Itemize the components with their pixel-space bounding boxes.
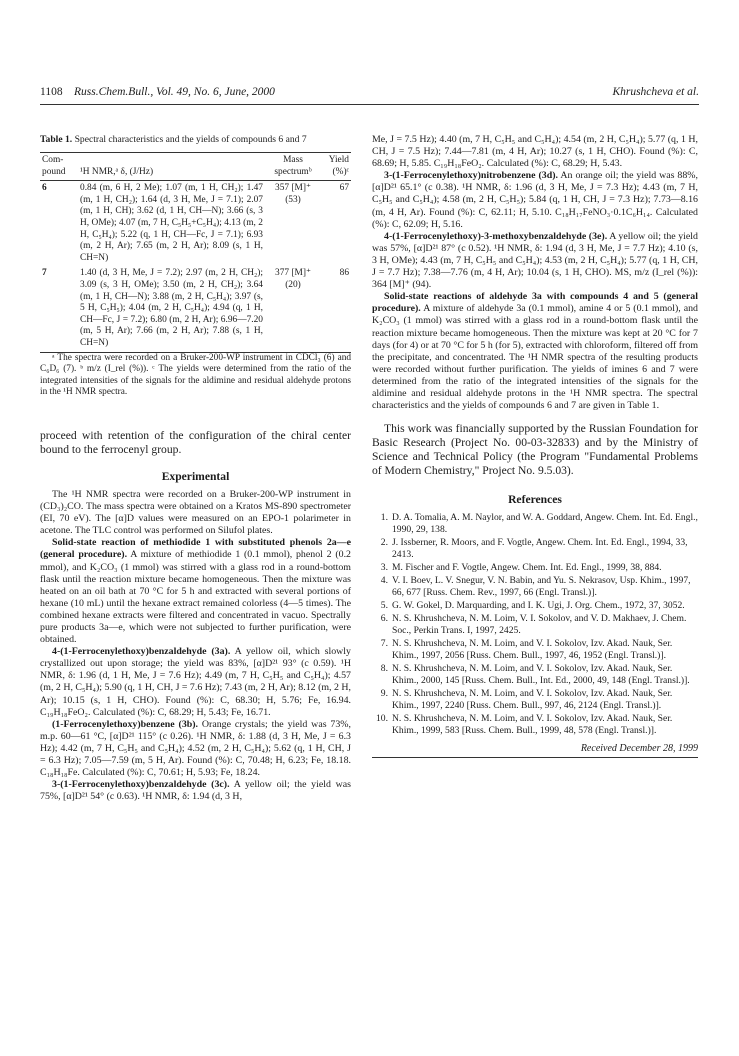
page-number: 1108 [40, 86, 63, 98]
reference-text: V. I. Boev, L. V. Snegur, V. N. Babin, and Yu. S. Nekrasov, Usp. Khim., 1997, 66, 677 [Russ. Chem. Rev., 1997, 66 (Engl. Transl.)]. [392, 575, 691, 599]
col-header-nmr: ¹H NMR,ᵃ δ, (J/Hz) [80, 166, 154, 177]
references-heading: References [508, 493, 562, 507]
cell-yield: 86 [339, 268, 349, 279]
header-rule [40, 104, 699, 105]
cell-mass: 377 [M]⁺ (20) [275, 268, 311, 290]
reference-item: 4. V. I. Boev, L. V. Snegur, V. N. Babin, and Yu. S. Nekrasov, Usp. Khim., 1997, 66, 677 [Russ. Chem. Rev., 1997, 66 (Engl. Transl.)]. [380, 575, 691, 599]
compound-3c-title: 3-(1-Ferrocenylethoxy)benzaldehyde (3c). [52, 779, 230, 791]
reference-item: 10. N. S. Khrushcheva, N. M. Loim, and V. I. Sokolov, Izv. Akad. Nauk, Ser. Khim., 1999, 583 [Russ. Chem. Bull., 1999, 48, 578 (Engl. Transl.)]. [376, 713, 673, 737]
compound-3d-text: An orange oil; the yield was 88%, [α]D²¹ 65.1° (c 0.38). ¹H NMR, δ: 1.96 (d, 3 H, Me, J = 7.3 Hz); 4.43 (m, 7 H, C₅H₅ and C₅H₄); 4.58 (m, 2 H, C₅H₅); 5.84 (q, 1 H, CH, J = 7.3 Hz); 7.73—8.16 (m, 4 H, Ar). Found (%): C, 62.11; H, 5.10. C₁₈H₁₇FeNO₃·0.1C₆H₁₄. Calculated (%): C, 62.09; H, 5.16. [372, 170, 698, 230]
reference-item: 6. N. S. Khrushcheva, N. M. Loim, V. I. Sokolov, and V. D. Makhaev, J. Chem. Soc., Perkin Trans. I, 1997, 2425. [380, 613, 687, 637]
compound-3e-paragraph [372, 231, 698, 291]
table-row [40, 181, 351, 267]
procedure-1-text: A mixture of methiodide 1 (0.1 mmol), phenol 2 (0.2 mmol), and K₂CO₃ (1 mmol) was stirred with a glass rod in a round-bottom flask until the reaction mixture became homogeneous. Then the mixture was heated on an oil bath at 70 °C for 5 h and extracted with several portions of hexane (10 mL) until the hexane extract remained colorless (4—5 times). The combined hexane extracts were filtered and concentrated in vacuo. Spectrally pure products 3a—e, which were not subjected to further purification, were obtained. [40, 549, 351, 646]
compound-3a-paragraph [40, 646, 351, 719]
procedure-2-title: Solid-state reactions of aldehyde 3a with compounds 4 and 5 (general procedure). [372, 291, 698, 315]
compound-3b-paragraph [40, 719, 351, 779]
reference-text: M. Fischer and F. Vogtle, Angew. Chem. Int. Ed. Engl., 1999, 38, 884. [392, 562, 662, 574]
procedure-2-text: A mixture of aldehyde 3a (0.1 mmol), amine 4 or 5 (0.1 mmol), and K₂CO₃ (1 mmol) was stirred with a glass rod in a round-bottom flask until the reaction mixture became homogeneous. Then the mixture was kept at 20 °C for 7 days (for 4) or at 70 °C for 5 h (for 5), extracted with chloroform, filtered off from the precipitate, and concentrated. The ¹H NMR spectra of the resulting products were recorded without further purification. The yields of imines 6 and 7 were determined from the ratio of the integrated intensities of the signals for the aldimine and residual aldehyde protons in the ¹H NMR spectra. The spectral characteristics and the yields of compounds 6 and 7 are given in Table 1. [372, 303, 698, 412]
col-header-yield: Yield (%)ᶜ [328, 155, 349, 177]
compound-3d-paragraph [372, 170, 698, 230]
table-label: Table 1. [40, 134, 73, 145]
procedure-1-paragraph [40, 537, 351, 646]
table-row [40, 266, 351, 352]
journal-citation: Russ.Chem.Bull., Vol. 49, No. 6, June, 2000 [74, 86, 275, 98]
procedure-2-paragraph [372, 291, 698, 412]
compound-3e-text: A yellow oil; the yield was 57%, [α]D²¹ 87° (c 0.52). ¹H NMR, δ: 1.94 (d, 3 H, Me, J = 7.7 Hz); 4.10 (s, 3 H, OMe); 4.43 (m, 7 H, C₅H₅ and C₅H₄); 4.53 (m, 2 H, C₅H₄); 5.77 (q, 1 H, CH, J = 7.7 Hz); 7.38—7.76 (m, 4 H, Ar); 10.04 (s, 1 H, CHO). MS, m/z (I_rel (%)): 364 [M]⁺ (94). [372, 230, 698, 291]
reference-item: 1. D. A. Tomalia, A. M. Naylor, and W. A. Goddard, Angew. Chem. Int. Ed. Engl., 1990, 29, 138. [380, 512, 698, 536]
cell-compound: 7 [42, 268, 47, 279]
reference-text: D. A. Tomalia, A. M. Naylor, and W. A. Goddard, Angew. Chem. Int. Ed. Engl., 1990, 29, 138. [392, 512, 698, 536]
intro-tail-paragraph: proceed with retention of the configuration of the chiral center bound to the ferrocenyl group. [40, 428, 351, 456]
compound-3b-title: (1-Ferrocenylethoxy)benzene (3b). [52, 718, 199, 730]
reference-item: 7. N. S. Khrushcheva, N. M. Loim, and V. I. Sokolov, Izv. Akad. Nauk, Ser. Khim., 1997, 2056 [Russ. Chem. Bull., 1997, 46, 1952 (Engl. Transl.)]. [380, 638, 673, 662]
reference-text: N. S. Khrushcheva, N. M. Loim, and V. I. Sokolov, Izv. Akad. Nauk, Ser. Khim., 1997, 2240 [Russ. Chem. Bull., 997, 46, 2124 (Engl. Transl.)]. [392, 688, 673, 712]
col-header-compound: Com- pound [42, 155, 66, 177]
compound-3a-title: 4-(1-Ferrocenylethoxy)benzaldehyde (3a). [52, 646, 231, 658]
compound-3c-continuation: Me, J = 7.5 Hz); 4.40 (m, 7 H, C₅H₅ and C₅H₄); 4.54 (m, 2 H, C₅H₄); 5.77 (q, 1 H, CH, J = 7.5 Hz); 7.44—7.81 (m, 4 H, Ar); 10.27 (s, 1 H, CHO). Found (%): C, 68.69; H, 5.85. C₁₉H₁₈FeO₂. Calculated (%): C, 68.29; H, 5.43. [372, 134, 698, 170]
experimental-heading: Experimental [161, 469, 230, 483]
end-rule [372, 757, 698, 758]
compound-3c-paragraph [40, 779, 351, 803]
reference-item: 8. N. S. Khrushcheva, N. M. Loim, and V. I. Sokolov, Izv. Akad. Nauk, Ser. Khim., 2000, 145 [Russ. Chem. Bull., Int. Ed., 2000, 49, 148 (Engl. Transl.)]. [380, 663, 690, 687]
table-footnotes: ᵃ The spectra were recorded on a Bruker-200-WP instrument in CDCl₃ (6) and C₆D₆ (7). ᵇ m/z (I_rel (%)). ᶜ The yields were determined from the ratio of the integrated intensities of the signals for the aldimine and residual aldehyde protons in the ¹H NMR spectra. [40, 352, 351, 398]
spectral-table [40, 152, 351, 353]
left-column [40, 134, 351, 803]
cell-yield: 67 [339, 183, 349, 194]
col-header-mass: Mass spectrumᵇ [274, 155, 312, 177]
table-header-row [40, 153, 351, 181]
cell-nmr: 1.40 (d, 3 H, Me, J = 7.2); 2.97 (m, 2 H, CH₂); 3.09 (s, 3 H, OMe); 3.50 (m, 2 H, CH₂); 3.64 (m, 1 H, CH—N); 3.88 (m, 2 H, C₅H₄); 3.97 (s, 5 H, C₅H₅); 4.04 (m, 2 H, C₅H₄); 4.94 (q, 1 H, CH—Fc, J = 7.2); 6.80 (m, 2 H, Ar); 6.96—7.20 (m, 5 H, Ar); 7.66 (m, 2 H, Ar); 7.88 (s, 1 H, CH=N) [80, 268, 263, 348]
cell-nmr: 0.84 (m, 6 H, 2 Me); 1.07 (m, 1 H, CH₂); 1.47 (m, 1 H, CH₂); 1.64 (d, 3 H, Me, J = 7.1); 2.07 (m, 1 H, CH); 3.62 (d, 1 H, CH—N); 3.66 (s, 3 H, OMe); 4.07 (m, 7 H, C₅H₅+C₅H₄); 4.13 (m, 2 H, C₅H₄); 5.22 (q, 1 H, CH—Fc, J = 7.1); 6.93 (m, 2 H, Ar); 7.65 (m, 2 H, Ar); 8.09 (s, 1 H, CH=N) [80, 183, 263, 263]
reference-item: 9. N. S. Khrushcheva, N. M. Loim, and V. I. Sokolov, Izv. Akad. Nauk, Ser. Khim., 1997, 2240 [Russ. Chem. Bull., 997, 46, 2124 (Engl. Transl.)]. [380, 688, 673, 712]
table-caption [40, 134, 351, 146]
right-column [372, 134, 698, 758]
reference-item: 5. G. W. Gokel, D. Marquarding, and I. K. Ugi, J. Org. Chem., 1972, 37, 3052. [380, 600, 685, 612]
received-date: Received December 28, 1999 [580, 743, 698, 755]
reference-text: J. Issberner, R. Moors, and F. Vogtle, Angew. Chem. Int. Ed. Engl., 1994, 33, 2413. [392, 537, 688, 561]
cell-compound: 6 [42, 183, 47, 194]
reference-text: N. S. Khrushcheva, N. M. Loim, and V. I. Sokolov, Izv. Akad. Nauk, Ser. Khim., 1999, 583 [Russ. Chem. Bull., 1999, 48, 578 (Engl. Transl.)]. [392, 713, 673, 737]
compound-3d-title: 3-(1-Ferrocenylethoxy)nitrobenzene (3d). [384, 170, 558, 182]
running-head [40, 86, 699, 102]
table-caption-text: Spectral characteristics and the yields of compounds 6 and 7 [74, 134, 307, 145]
reference-list [372, 512, 698, 737]
reference-item: 3. M. Fischer and F. Vogtle, Angew. Chem. Int. Ed. Engl., 1999, 38, 884. [380, 562, 662, 574]
cell-mass: 357 [M]⁺ (53) [275, 183, 311, 205]
acknowledgment-paragraph: This work was financially supported by the Russian Foundation for Basic Research (Project No. 00-03-32833) and by the Ministry of Science and Technical Policy (the Program "Fundamental Problems of Modern Chemistry," Project No. 9.5.03). [372, 422, 698, 478]
compound-3b-text: Orange crystals; the yield was 73%, m.p. 60—61 °C, [α]D²¹ 115° (c 0.26). ¹H NMR, δ: 1.88 (d, 3 H, Me, J = 6.3 Hz); 4.42 (m, 7 H, C₅H₅ and C₅H₄); 4.52 (m, 2 H, C₅H₄); 5.62 (q, 1 H, CH, J = 6.3 Hz); 7.05—7.59 (m, 5 H, Ar). Found (%): C, 70.48; H, 6.23; Fe, 18.18. C₁₈H₁₈Fe. Calculated (%): C, 70.61; H, 5.93; Fe, 18.24. [40, 718, 351, 779]
compound-3a-text: A yellow oil, which slowly crystallized out upon storage; the yield was 83%, [α]D²¹ 93° (c 0.59). ¹H NMR, δ: 1.96 (d, 1 H, Me, J = 7.6 Hz); 4.49 (m, 7 H, C₅H₅ and C₅H₄); 4.57 (m, 2 H, C₅H₄); 5.90 (q, 1 H, CH, J = 7.6 Hz); 7.43 (m, 2 H, Ar); 8.12 (m, 2 H, Ar); 10.15 (s, 1 H, CHO). Found (%): C, 68.30; H, 5.76; Fe, 16.94. C₁₉H₁₈FeO₂. Calculated (%): C, 68.29; H, 5.43; Fe, 16.71. [40, 646, 351, 718]
compound-3e-title: 4-(1-Ferrocenylethoxy)-3-methoxybenzaldehyde (3e). [384, 230, 608, 242]
reference-text: G. W. Gokel, D. Marquarding, and I. K. Ugi, J. Org. Chem., 1972, 37, 3052. [392, 600, 685, 612]
reference-text: N. S. Khrushcheva, N. M. Loim, and V. I. Sokolov, Izv. Akad. Nauk, Ser. Khim., 1997, 2056 [Russ. Chem. Bull., 1997, 46, 1952 (Engl. Transl.)]. [392, 638, 673, 662]
running-authors: Khrushcheva et al. [612, 86, 699, 98]
procedure-1-title: Solid-state reaction of methiodide 1 with substituted phenols 2a—e (general procedure). [40, 537, 351, 561]
reference-text: N. S. Khrushcheva, N. M. Loim, and V. I. Sokolov, Izv. Akad. Nauk, Ser. Khim., 2000, 145 [Russ. Chem. Bull., Int. Ed., 2000, 49, 148 (Engl. Transl.)]. [392, 663, 690, 687]
compound-3c-text: A yellow oil; the yield was 75%, [α]D²¹ 54° (c 0.63). ¹H NMR, δ: 1.94 (d, 3 H, [40, 779, 351, 803]
reference-item: 2. J. Issberner, R. Moors, and F. Vogtle, Angew. Chem. Int. Ed. Engl., 1994, 33, 2413. [380, 537, 688, 561]
reference-text: N. S. Khrushcheva, N. M. Loim, V. I. Sokolov, and V. D. Makhaev, J. Chem. Soc., Perkin Trans. I, 1997, 2425. [392, 613, 687, 637]
experimental-paragraph: The ¹H NMR spectra were recorded on a Bruker-200-WP instrument in (CD₃)₂CO. The mass spectra were obtained on a Kratos MS-890 spectrometer (EI, 70 eV). The [α]D values were measured on an EPO-1 polarimeter in acetone. The TLC control was performed on Silufol plates. [40, 488, 351, 537]
